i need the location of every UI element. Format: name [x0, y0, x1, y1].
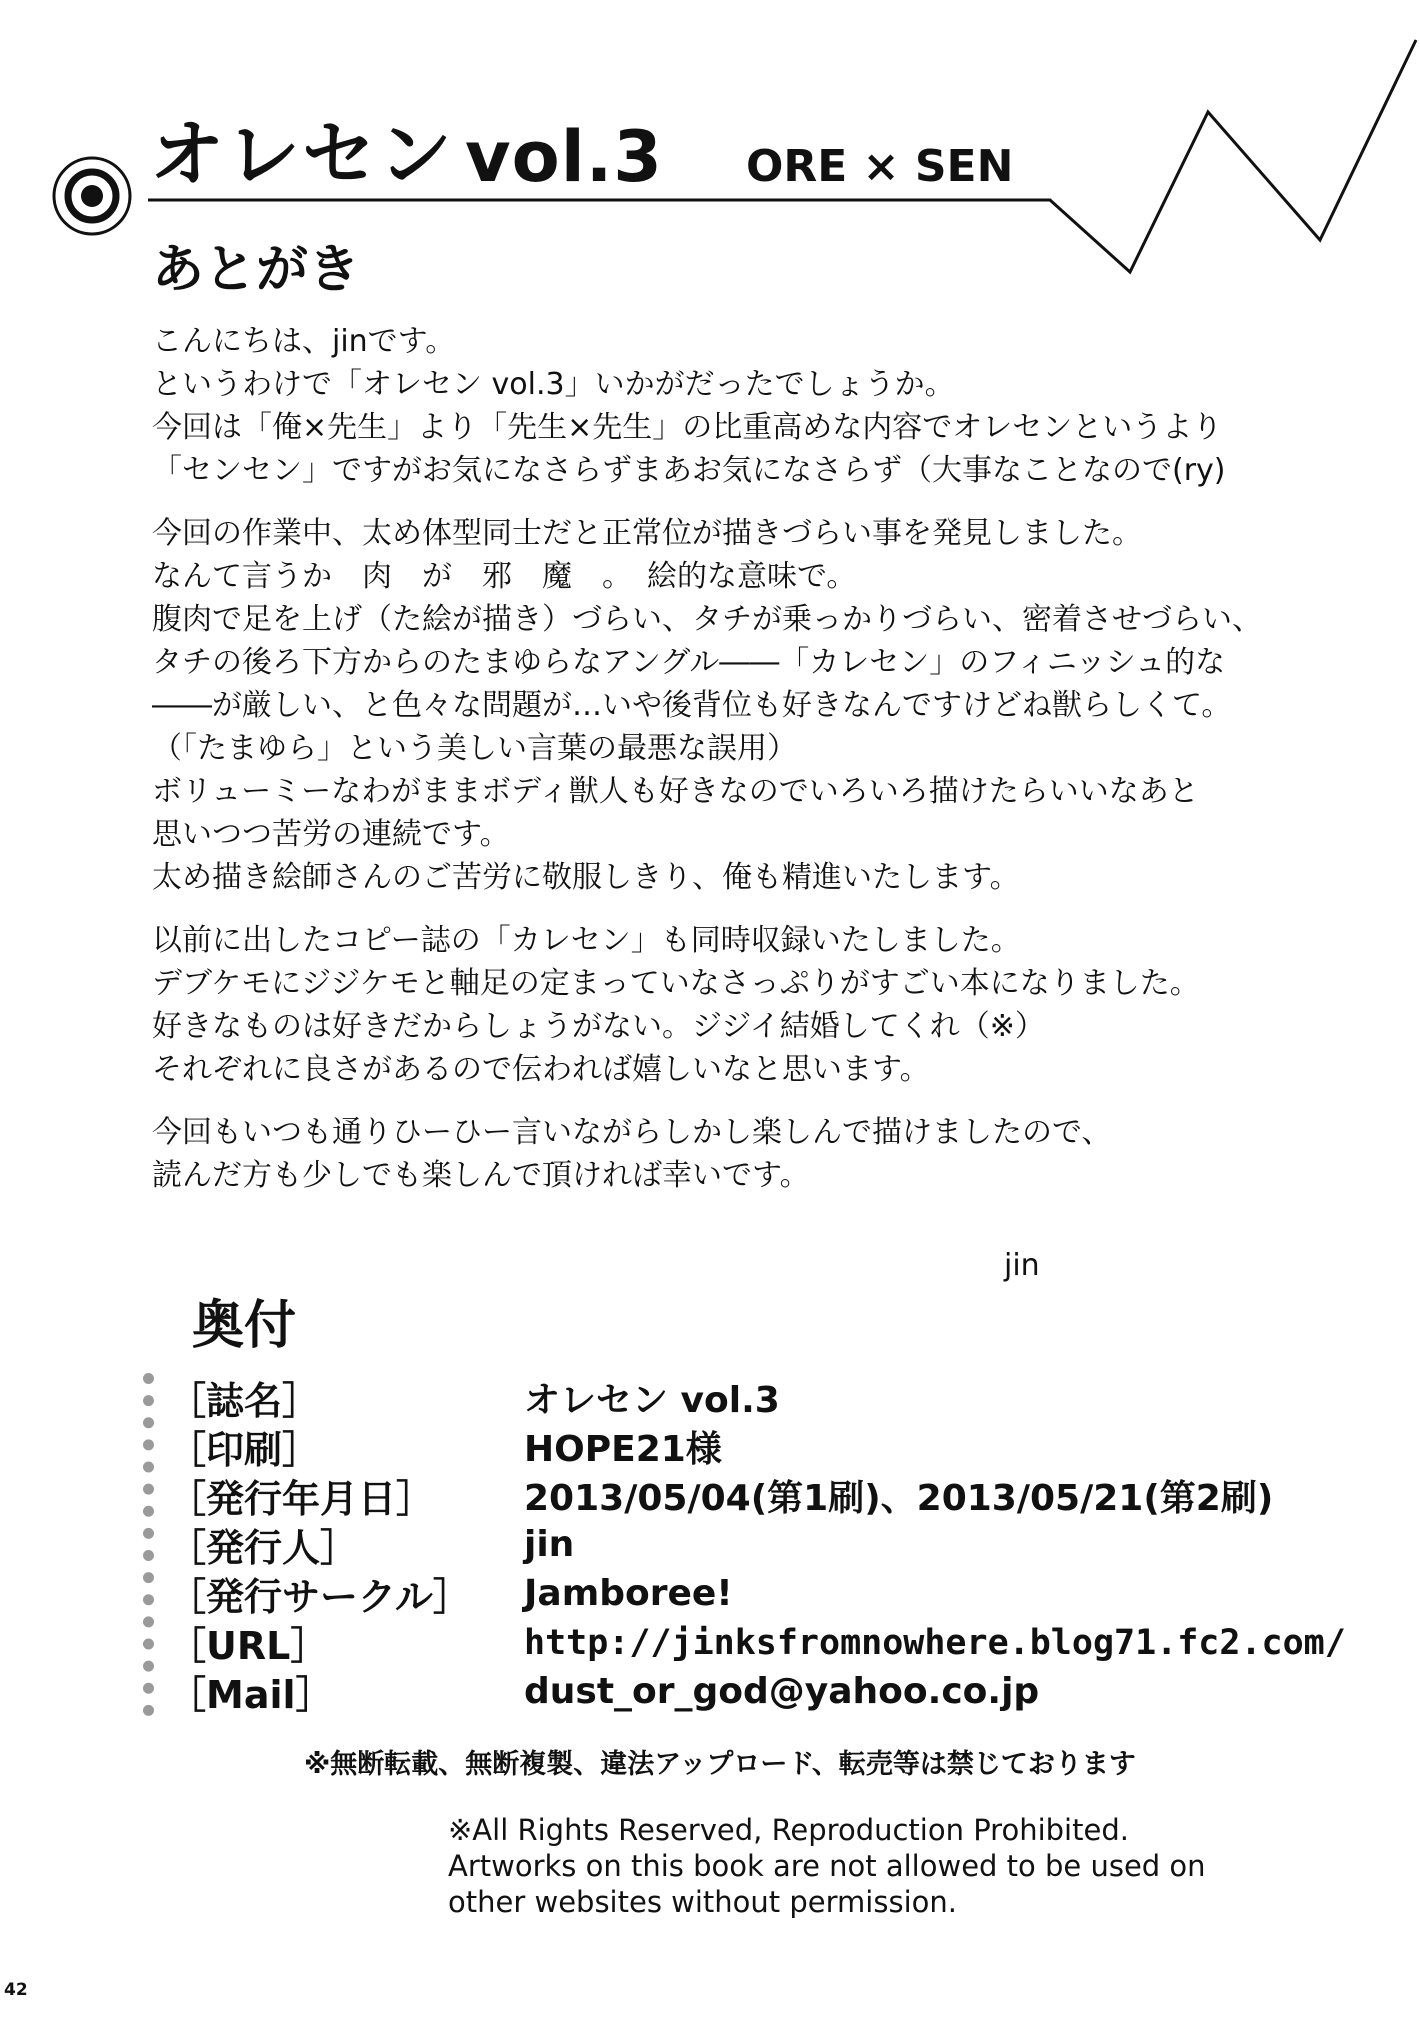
text-line: 今回もいつも通りひーひー言いながらしかし楽しんで描けましたので、: [152, 1115, 1112, 1150]
text-line: 腹肉で足を上げ（た絵が描き）づらい、タチが乗っかりづらい、密着させづらい、: [152, 602, 1262, 637]
colophon-value: jin: [524, 1524, 575, 1565]
notice-line: other websites without permission.: [448, 1885, 957, 1919]
colophon-key: ［誌名］: [168, 1379, 321, 1423]
text-line: （「たまゆら」という美しい言葉の最悪な誤用）: [152, 731, 797, 766]
afterword-paragraph: [152, 1111, 1352, 1197]
target-circle-icon: [54, 158, 130, 234]
colophon-row: [168, 1569, 1346, 1618]
colophon-key: ［印刷］: [168, 1428, 321, 1472]
colophon-value: オレセン vol.3: [524, 1380, 780, 1421]
book-title: オレセン: [150, 112, 454, 198]
author-signature: jin: [1004, 1248, 1040, 1283]
colophon-heading: 奥付: [192, 1296, 297, 1356]
text-line: 今回の作業中、太め体型同士だと正常位が描きづらい事を発見しました。: [152, 516, 1142, 551]
copyright-notice-japanese: ※無断転載、無断複製、違法アップロード、転売等は禁じております: [304, 1749, 1136, 1780]
afterword-body: [152, 320, 1352, 1217]
text-line: デブケモにジジケモと軸足の定まっていなさっぷりがすごい本になりました。: [152, 966, 1200, 1001]
text-line: 読んだ方も少しでも楽しんで頂ければ幸いです。: [152, 1158, 810, 1193]
afterword-paragraph: [152, 320, 1352, 492]
colophon-key: ［Mail］: [168, 1673, 334, 1717]
text-line: タチの後ろ下方からのたまゆらなアングル――「カレセン」のフィニッシュ的な: [152, 645, 1226, 680]
notice-line: ※All Rights Reserved, Reproduction Prohibited.: [448, 1813, 1129, 1847]
colophon-key: ［URL］: [168, 1624, 329, 1668]
colophon-url-value[interactable]: http://jinksfromnowhere.blog71.fc2.com/: [524, 1622, 1346, 1663]
page-number: 42: [4, 1980, 28, 2000]
colophon-value: Jamboree!: [524, 1573, 733, 1614]
text-line: というわけで「オレセン vol.3」いかがだったでしょうか。: [152, 367, 955, 402]
text-line: こんにちは、jinです。: [152, 324, 456, 359]
colophon-key: ［発行年月日］: [168, 1477, 435, 1521]
text-line: ボリューミーなわがままボディ獣人も好きなのでいろいろ描けたらいいなあと: [152, 774, 1199, 809]
colophon-row: [168, 1422, 1346, 1471]
text-line: 太め描き絵師さんのご苦労に敬服しきり、俺も精進いたします。: [152, 860, 1020, 895]
text-line: 好きなものは好きだからしょうがない。ジジイ結婚してくれ（※）: [152, 1009, 1045, 1044]
colophon-table: [143, 1373, 1346, 1716]
text-line: 思いつつ苦労の連続です。: [152, 817, 510, 852]
colophon-row: [168, 1667, 1346, 1716]
afterword-paragraph: [152, 512, 1352, 899]
colophon-row: [168, 1471, 1346, 1520]
text-line: 今回は「俺×先生」より「先生×先生」の比重高めな内容でオレセンというより: [152, 410, 1223, 445]
text-line: 「センセン」ですがお気になさらずまあお気になさらず（大事なことなので(ry): [152, 453, 1226, 488]
colophon-mail-value[interactable]: dust_or_god@yahoo.co.jp: [524, 1671, 1040, 1712]
book-subtitle: ORE × SEN: [746, 141, 1014, 192]
colophon-value: 2013/05/04(第1刷)、2013/05/21(第2刷): [524, 1478, 1274, 1519]
afterword-paragraph: [152, 919, 1352, 1091]
text-line: ――が厳しい、と色々な問題が…いや後背位も好きなんですけどね獣らしくて。: [152, 688, 1232, 723]
colophon-key: ［発行人］: [168, 1526, 359, 1570]
text-line: なんて言うか 肉 が 邪 魔 。 絵的な意味で。: [152, 559, 857, 594]
colophon-row: [168, 1618, 1346, 1667]
notice-line: Artworks on this book are not allowed to be used on: [448, 1849, 1206, 1883]
copyright-notice-english: [448, 1812, 1206, 1920]
colophon-row: [168, 1373, 1346, 1422]
colophon-value: HOPE21様: [524, 1429, 722, 1470]
afterword-heading: あとがき: [152, 240, 361, 300]
colophon-key: ［発行サークル］: [168, 1575, 471, 1619]
text-line: それぞれに良さがあるので伝われば嬉しいなと思います。: [152, 1052, 930, 1087]
book-volume: vol.3: [465, 116, 664, 198]
colophon-row: [168, 1520, 1346, 1569]
text-line: 以前に出したコピー誌の「カレセン」も同時収録いたしました。: [152, 923, 1021, 958]
